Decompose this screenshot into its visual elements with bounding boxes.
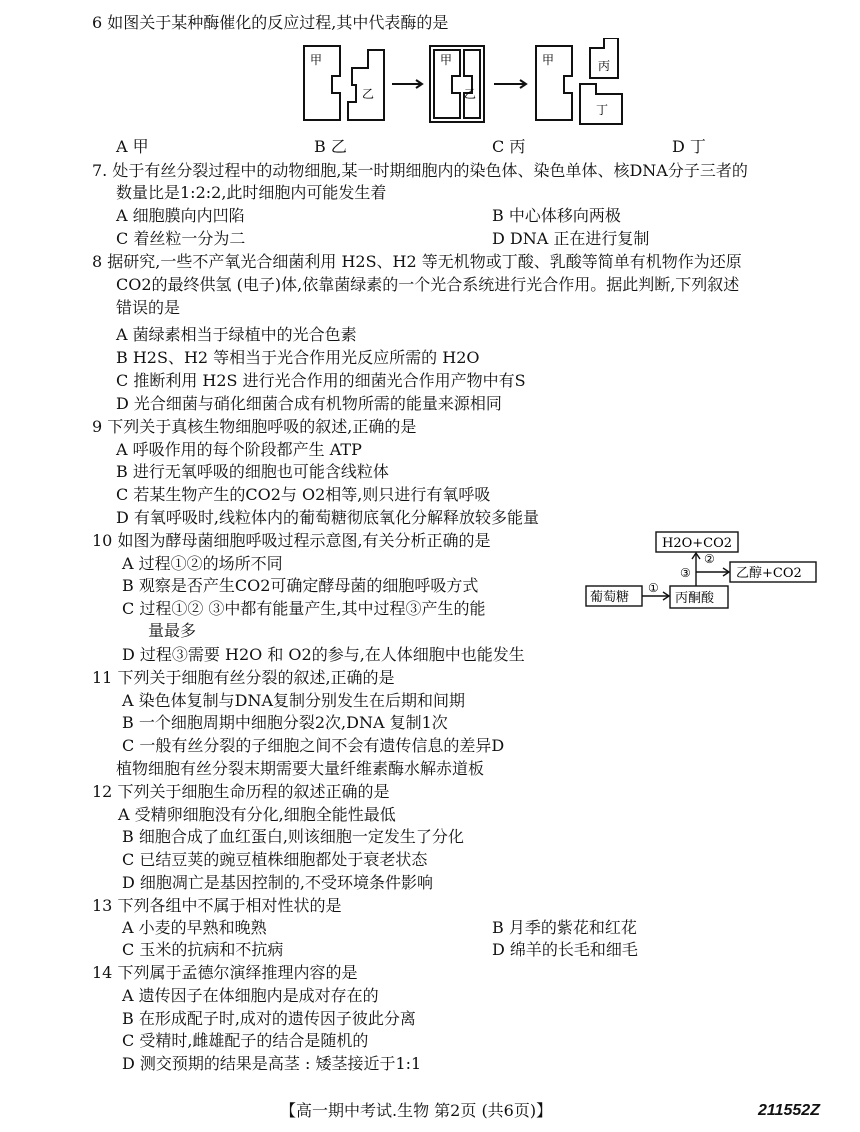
q6-option-c: C 丙 (492, 137, 526, 156)
diagram-step-3: ③ (680, 566, 691, 580)
q9-option-a: A 呼吸作用的每个阶段都产生 ATP (116, 440, 362, 459)
q11-line-c: C 一般有丝分裂的子细胞之间不会有遗传信息的差异D (122, 736, 505, 755)
diagram-right-box: 乙醇+CO2 (736, 566, 802, 581)
q10-option-c: C 过程①② ③中都有能量产生,其中过程③产生的能 (122, 599, 486, 618)
q9-option-b: B 进行无氧呼吸的细胞也可能含线粒体 (116, 462, 389, 481)
q6-option-d: D 丁 (672, 137, 706, 156)
q9-option-c: C 若某生物产生的CO2与 O2相等,则只进行有氧呼吸 (116, 485, 491, 504)
q7-option-b: B 中心体移向两极 (492, 206, 621, 225)
q10-option-b: B 观察是否产生CO2可确定酵母菌的细胞呼吸方式 (122, 576, 479, 595)
q14-stem: 14 下列属于孟德尔演绎推理内容的是 (92, 963, 358, 982)
q9-stem: 9 下列关于真核生物细胞呼吸的叙述,正确的是 (92, 417, 417, 436)
q7-stem-2: 数量比是1:2:2,此时细胞内可能发生着 (116, 183, 387, 202)
q12-option-b: B 细胞合成了血红蛋白,则该细胞一定发生了分化 (122, 827, 464, 846)
q7-option-d: D DNA 正在进行复制 (492, 229, 650, 248)
label-jia-1: 甲 (310, 53, 323, 67)
q7-option-a: A 细胞膜向内凹陷 (116, 206, 245, 225)
respiration-diagram (584, 530, 820, 614)
diagram-mid-box: 丙酮酸 (675, 591, 715, 606)
q8-option-c: C 推断利用 H2S 进行光合作用的细菌光合作用产物中有S (116, 371, 526, 390)
q14-option-c: C 受精时,雌雄配子的结合是随机的 (122, 1031, 369, 1050)
q6-option-a: A 甲 (116, 137, 149, 156)
q6-stem: 6 如图关于某种酶催化的反应过程,其中代表酶的是 (92, 13, 449, 32)
diagram-step-1: ① (648, 581, 659, 595)
label-yi-2: 乙 (464, 87, 477, 101)
q11-line-a: A 染色体复制与DNA复制分别发生在后期和间期 (122, 691, 466, 710)
label-jia-3: 甲 (542, 53, 555, 67)
q7-option-c: C 着丝粒一分为二 (116, 229, 246, 248)
q12-option-a: A 受精卵细胞没有分化,细胞全能性最低 (118, 805, 396, 824)
q10-stem: 10 如图为酵母菌细胞呼吸过程示意图,有关分析正确的是 (92, 531, 491, 550)
diagram-top-box: H2O+CO2 (662, 536, 733, 551)
q12-stem: 12 下列关于细胞生命历程的叙述正确的是 (92, 782, 390, 801)
q11-stem: 11 下列关于细胞有丝分裂的叙述,正确的是 (92, 668, 395, 687)
label-ding: 丁 (596, 103, 609, 117)
q14-option-d: D 测交预期的结果是高茎 : 矮茎接近于1:1 (122, 1054, 422, 1073)
q13-option-a: A 小麦的早熟和晚熟 (122, 918, 267, 937)
q8-option-a: A 菌绿素相当于绿植中的光合色素 (116, 325, 357, 344)
q13-option-b: B 月季的紫花和红花 (492, 918, 637, 937)
diagram-step-2: ② (704, 552, 715, 566)
q10-option-a: A 过程①②的场所不同 (122, 554, 283, 573)
enzyme-figure (300, 38, 640, 128)
q12-option-d: D 细胞凋亡是基因控制的,不受环境条件影响 (122, 873, 434, 892)
q13-option-c: C 玉米的抗病和不抗病 (122, 940, 284, 959)
label-bing: 丙 (598, 59, 611, 73)
q9-option-d: D 有氧呼吸时,线粒体内的葡萄糖彻底氧化分解释放较多能量 (116, 508, 540, 527)
q8-stem-3: 错误的是 (116, 298, 181, 317)
q8-stem-1: 8 据研究,一些不产氧光合细菌利用 H2S、H2 等无机物或丁酸、乳酸等简单有机物作为还原 (92, 252, 742, 271)
label-yi-1: 乙 (362, 87, 375, 101)
q11-line-d: 植物细胞有丝分裂末期需要大量纤维素酶水解赤道板 (116, 759, 485, 778)
q11-line-b: B 一个细胞周期中细胞分裂2次,DNA 复制1次 (122, 713, 448, 732)
q8-option-d: D 光合细菌与硝化细菌合成有机物所需的能量来源相同 (116, 394, 502, 413)
q12-option-c: C 已结豆荚的豌豆植株细胞都处于衰老状态 (122, 850, 428, 869)
paper-code: 211552Z (758, 1102, 820, 1119)
q8-stem-2: CO2的最终供氢 (电子)体,依靠菌绿素的一个光合系统进行光合作用。据此判断,下列叙述 (116, 275, 740, 294)
q13-option-d: D 绵羊的长毛和细毛 (492, 940, 638, 959)
q14-option-b: B 在形成配子时,成对的遗传因子彼此分离 (122, 1009, 416, 1028)
q14-option-a: A 遗传因子在体细胞内是成对存在的 (122, 986, 379, 1005)
diagram-left-box: 葡萄糖 (590, 590, 630, 605)
q7-stem-1: 7. 处于有丝分裂过程中的动物细胞,某一时期细胞内的染色体、染色单体、核DNA分子三者的 (92, 161, 748, 180)
q10-option-c-cont: 量最多 (148, 621, 197, 640)
q6-option-b: B 乙 (314, 137, 347, 156)
label-jia-2: 甲 (440, 53, 453, 67)
q10-option-d: D 过程③需要 H2O 和 O2的参与,在人体细胞中也能发生 (122, 645, 525, 664)
q13-stem: 13 下列各组中不属于相对性状的是 (92, 896, 342, 915)
q8-option-b: B H2S、H2 等相当于光合作用光反应所需的 H2O (116, 348, 480, 367)
page-footer: 【高一期中考试.生物 第2页 (共6页)】 (280, 1101, 553, 1120)
